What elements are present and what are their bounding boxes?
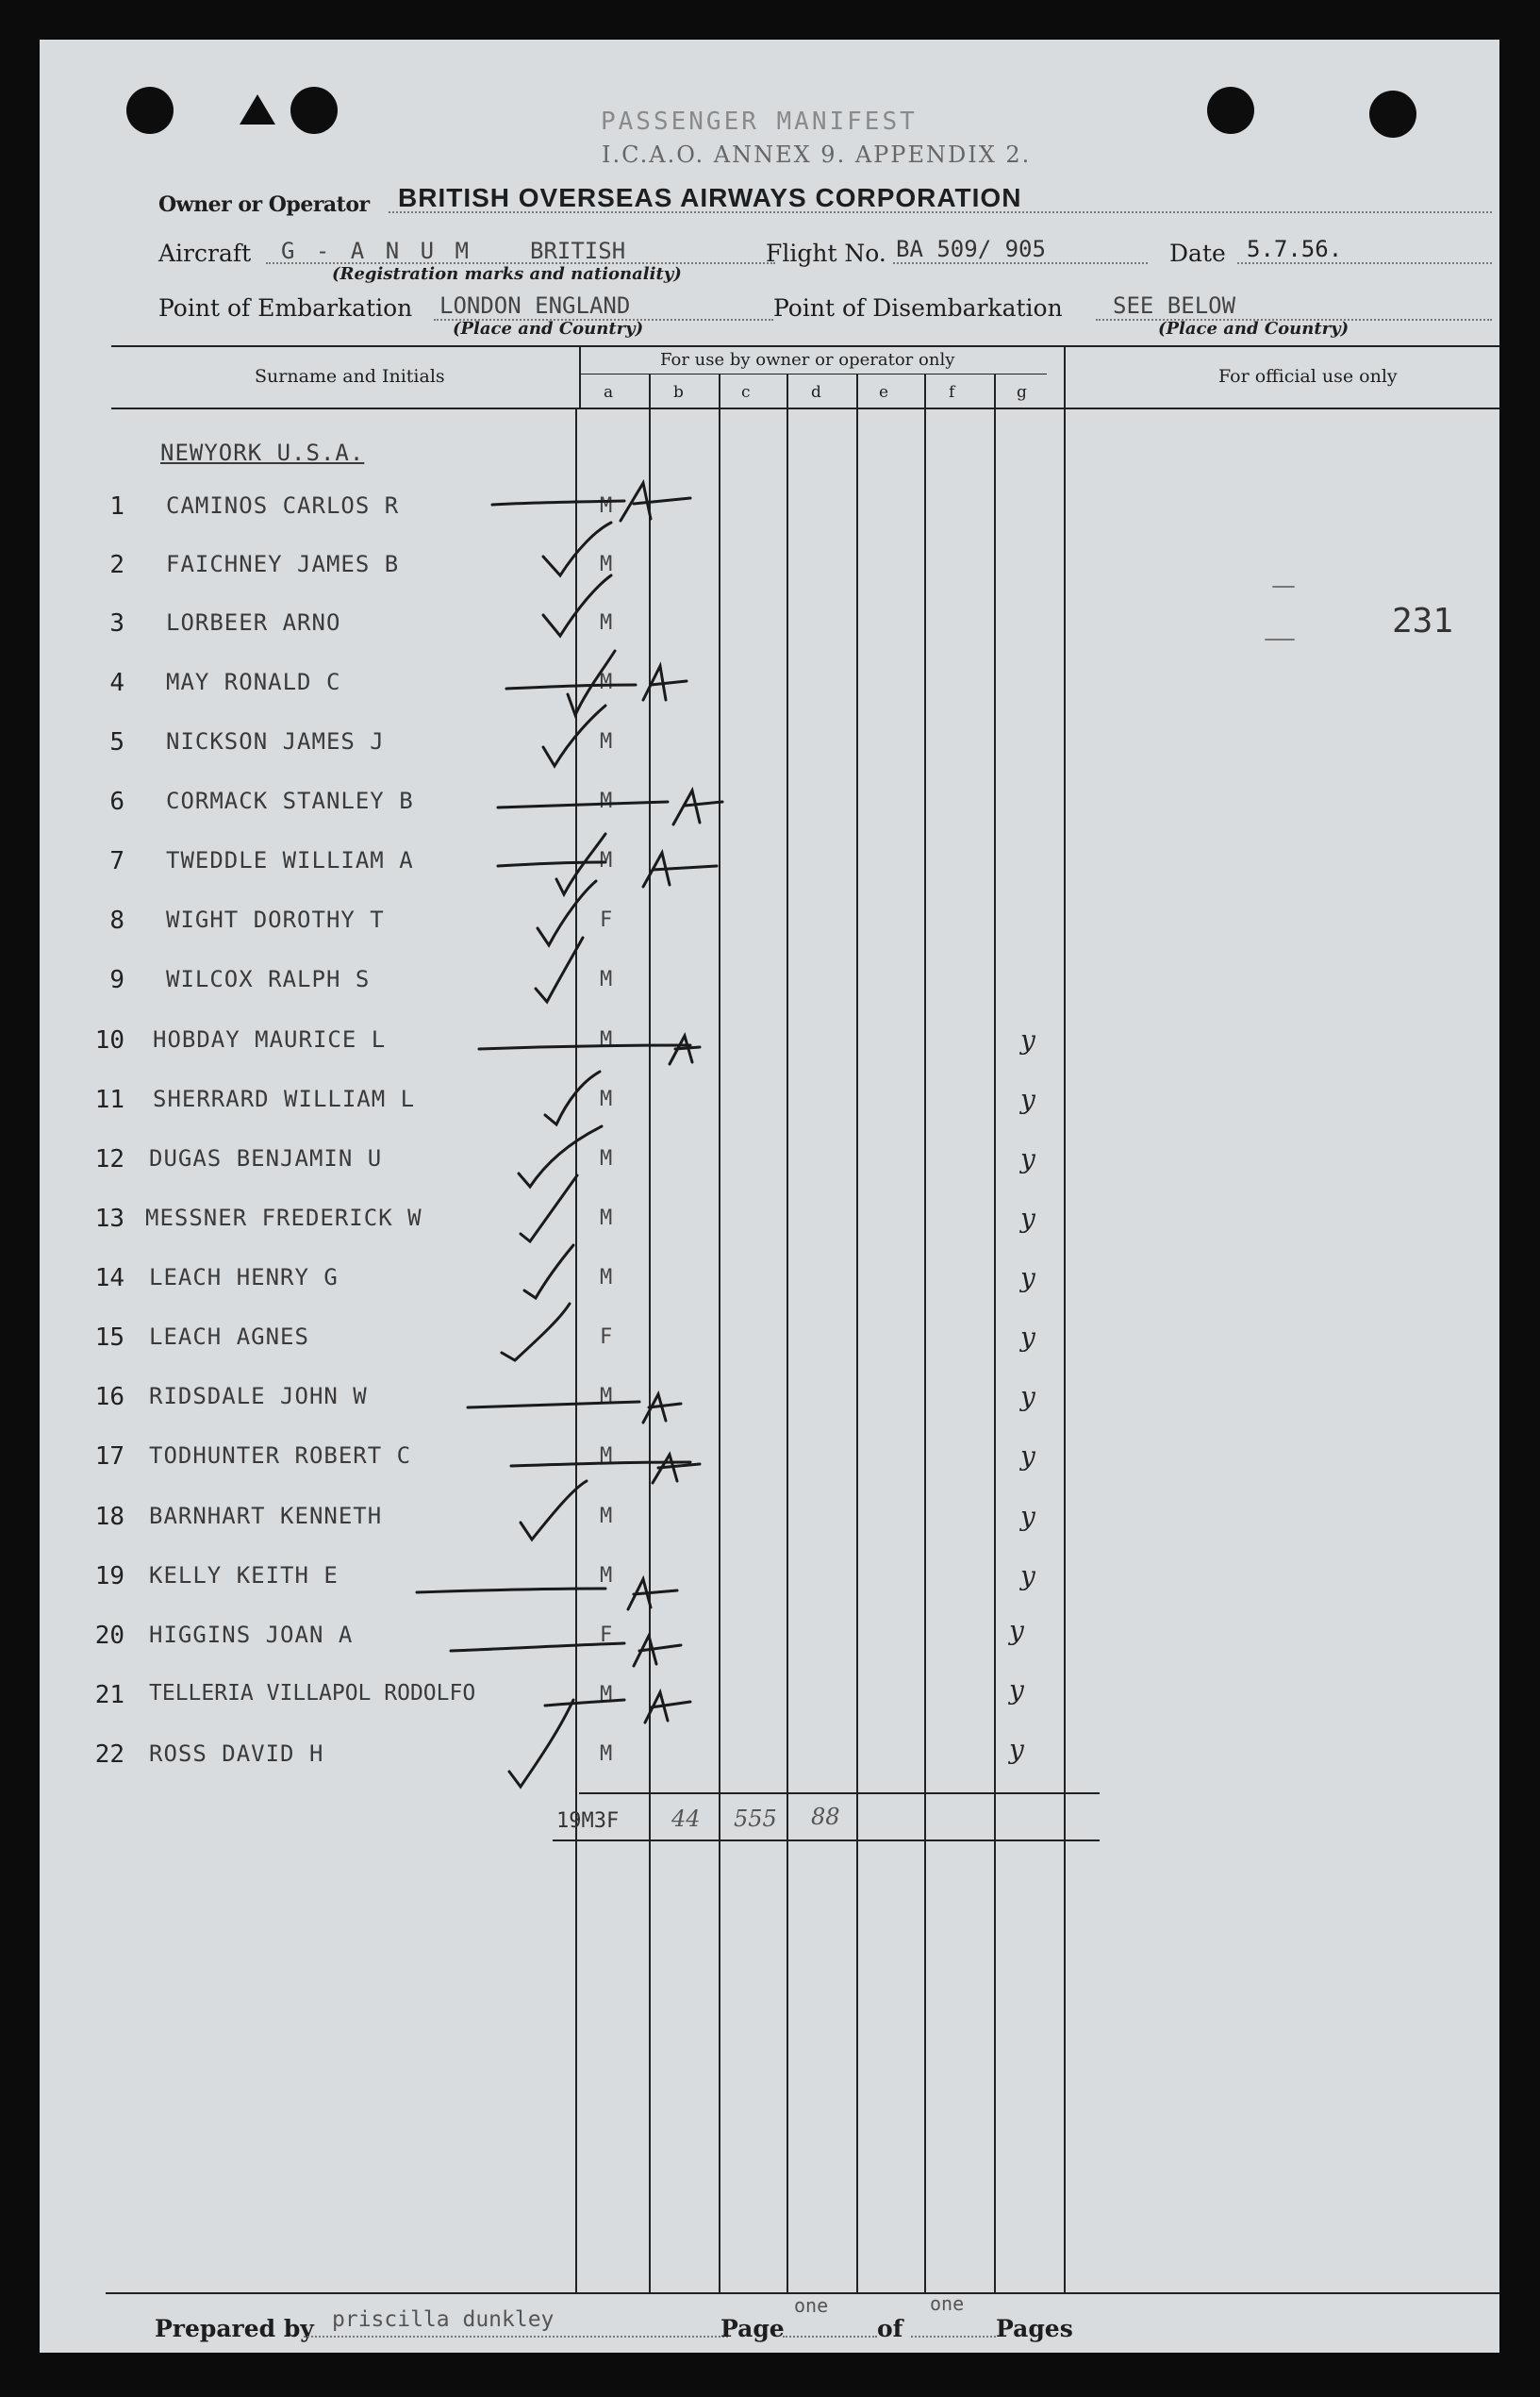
row-number: 19 — [94, 1562, 124, 1590]
admitted-mark — [621, 483, 690, 521]
check-mark — [536, 938, 583, 1002]
gov-cell: y — [1020, 1381, 1035, 1412]
operator-column-header: For use by owner or operator only — [660, 350, 955, 370]
strike-mark — [498, 862, 605, 866]
passenger-name: LORBEER ARNO — [166, 609, 341, 636]
aircraft-label: Aircraft — [158, 240, 252, 267]
total-c: 555 — [734, 1806, 777, 1832]
sex-cell: M — [600, 494, 613, 518]
passenger-name: LEACH AGNES — [149, 1323, 309, 1350]
sex-cell: M — [600, 1088, 613, 1111]
admitted-mark — [670, 1036, 700, 1064]
column-letter-e: e — [879, 383, 889, 402]
row-number: 21 — [94, 1681, 124, 1709]
row-number: 5 — [109, 728, 124, 757]
passenger-name: KELLY KEITH E — [149, 1562, 339, 1589]
passenger-name: HIGGINS JOAN A — [149, 1622, 354, 1648]
strike-mark — [498, 802, 668, 807]
of-label: of — [877, 2315, 903, 2342]
gov-cell: y — [1009, 1615, 1024, 1646]
row-number: 20 — [94, 1622, 124, 1650]
passenger-name: TELLERIA VILLAPOL RODOLFO — [149, 1681, 476, 1706]
row-number: 22 — [94, 1740, 124, 1769]
sex-cell: M — [600, 1385, 613, 1408]
column-letter-c: c — [741, 383, 751, 402]
sex-cell: M — [600, 1207, 613, 1230]
row-number: 10 — [94, 1026, 124, 1055]
surname-column-header: Surname and Initials — [255, 366, 445, 387]
column-letter-b: b — [673, 383, 684, 402]
gov-cell: y — [1020, 1501, 1035, 1532]
disembarkation-caption: (Place and Country) — [1158, 319, 1350, 339]
manifest-title: PASSENGER MANIFEST — [601, 108, 918, 136]
passenger-name: DUGAS BENJAMIN U — [149, 1145, 383, 1172]
gov-cell: y — [1009, 1674, 1024, 1706]
strike-mark — [545, 1700, 624, 1706]
embarkation-caption: (Place and Country) — [453, 319, 644, 339]
row-number: 9 — [109, 966, 124, 994]
gov-cell: y — [1020, 1024, 1035, 1056]
row-number: 1 — [109, 492, 124, 521]
row-number: 16 — [94, 1383, 124, 1411]
column-letter-a: a — [604, 383, 614, 402]
owner-value: BRITISH OVERSEAS AIRWAYS CORPORATION — [398, 183, 1022, 212]
passenger-name: CORMACK STANLEY B — [166, 788, 414, 814]
passenger-name: NICKSON JAMES J — [166, 728, 385, 755]
total-d: 88 — [811, 1804, 840, 1830]
column-letter-d: d — [811, 383, 821, 402]
sex-cell: M — [600, 1505, 613, 1528]
row-number: 3 — [109, 609, 124, 638]
sex-cell: M — [600, 1028, 613, 1052]
strike-mark — [451, 1643, 624, 1651]
row-number: 12 — [94, 1145, 124, 1174]
passenger-name: MAY RONALD C — [166, 669, 341, 695]
embarkation-value: LONDON ENGLAND — [439, 292, 631, 319]
row-number: 8 — [109, 907, 124, 935]
sex-cell: M — [600, 671, 613, 694]
row-number: 18 — [94, 1503, 124, 1531]
passenger-name: SHERRARD WILLIAM L — [153, 1086, 416, 1112]
owner-label: Owner or Operator — [158, 192, 370, 217]
admitted-mark — [643, 1394, 681, 1423]
pages-label: Pages — [996, 2315, 1073, 2342]
total-b: 44 — [671, 1806, 701, 1832]
passenger-name: MESSNER FREDERICK W — [145, 1205, 422, 1231]
sex-cell: M — [600, 790, 613, 813]
passenger-name: BARNHART KENNETH — [149, 1503, 383, 1529]
admitted-mark — [634, 1636, 681, 1666]
gov-cell: y — [1020, 1262, 1035, 1293]
admitted-mark — [643, 666, 687, 700]
passenger-name: WILCOX RALPH S — [166, 966, 371, 992]
aircraft-nationality: BRITISH — [530, 238, 626, 264]
sex-cell: F — [600, 1623, 613, 1647]
check-mark — [524, 1245, 573, 1298]
disembarkation-label: Point of Disembarkation — [773, 294, 1063, 322]
strike-mark — [506, 685, 636, 689]
passenger-name: RIDSDALE JOHN W — [149, 1383, 368, 1409]
sex-cell: M — [600, 611, 613, 635]
sex-cell: M — [600, 1266, 613, 1290]
faint-mark — [1266, 587, 1294, 640]
prepared-by-value: priscilla dunkley — [332, 2307, 555, 2332]
handwritten-marks — [40, 40, 1499, 2353]
row-number: 4 — [109, 669, 124, 697]
check-mark — [521, 1481, 587, 1540]
passenger-name: ROSS DAVID H — [149, 1740, 324, 1767]
sex-cell: M — [600, 968, 613, 991]
strike-mark — [479, 1045, 690, 1049]
check-mark — [509, 1700, 573, 1787]
admitted-mark — [645, 1692, 690, 1723]
check-mark — [545, 1072, 600, 1124]
aircraft-caption: (Registration marks and nationality) — [332, 264, 682, 284]
admitted-mark — [643, 853, 717, 887]
gov-cell: y — [1020, 1322, 1035, 1353]
admitted-mark — [673, 791, 722, 824]
passenger-name: CAMINOS CARLOS R — [166, 492, 400, 519]
page-value: one — [794, 2294, 829, 2317]
gov-cell: y — [1009, 1734, 1024, 1765]
row-number: 15 — [94, 1323, 124, 1352]
sex-cell: F — [600, 1325, 613, 1349]
strike-mark — [417, 1589, 605, 1592]
date-label: Date — [1169, 240, 1226, 267]
date-value: 5.7.56. — [1247, 236, 1343, 262]
column-letter-f: f — [949, 383, 955, 402]
row-number: 14 — [94, 1264, 124, 1292]
flight-number: BA 509/ 905 — [896, 236, 1046, 262]
sex-cell: M — [600, 730, 613, 754]
admitted-mark — [653, 1455, 700, 1483]
gov-cell: y — [1020, 1203, 1035, 1234]
sex-cell: F — [600, 908, 613, 932]
official-number: 231 — [1392, 602, 1454, 641]
sex-cell: M — [600, 1147, 613, 1171]
passenger-name: HOBDAY MAURICE L — [153, 1026, 387, 1053]
check-mark — [519, 1126, 602, 1187]
passenger-name: LEACH HENRY G — [149, 1264, 339, 1290]
official-column-header: For official use only — [1218, 366, 1398, 387]
page-label: Page — [720, 2315, 785, 2342]
strike-mark — [492, 501, 624, 505]
destination-heading: NEWYORK U.S.A. — [160, 440, 365, 466]
aircraft-registration: G - A N U M — [281, 238, 472, 264]
gov-cell: y — [1020, 1143, 1035, 1174]
flight-label: Flight No. — [766, 240, 886, 267]
check-mark — [502, 1304, 570, 1360]
embarkation-label: Point of Embarkation — [158, 294, 413, 322]
check-mark — [543, 575, 611, 636]
sex-cell: M — [600, 849, 613, 873]
gov-cell: y — [1020, 1084, 1035, 1115]
sex-cell: M — [600, 1683, 613, 1706]
strike-mark — [468, 1402, 639, 1407]
passenger-name: TWEDDLE WILLIAM A — [166, 847, 414, 874]
row-number: 2 — [109, 551, 124, 579]
passenger-name: FAICHNEY JAMES B — [166, 551, 400, 577]
row-number: 6 — [109, 788, 124, 816]
row-number: 11 — [94, 1086, 124, 1114]
passenger-name: TODHUNTER ROBERT C — [149, 1442, 412, 1469]
disembarkation-value: SEE BELOW — [1113, 292, 1236, 319]
column-letter-g: g — [1017, 383, 1027, 402]
total-pages-value: one — [930, 2292, 965, 2315]
sex-cell: M — [600, 1742, 613, 1766]
passenger-name: WIGHT DOROTHY T — [166, 907, 385, 933]
check-mark — [543, 523, 611, 575]
row-number: 17 — [94, 1442, 124, 1471]
row-number: 13 — [94, 1205, 124, 1233]
sex-cell: M — [600, 1444, 613, 1468]
sex-cell: M — [600, 553, 613, 576]
prepared-label: Prepared by — [155, 2315, 314, 2342]
check-mark — [568, 651, 615, 715]
row-number: 7 — [109, 847, 124, 875]
admitted-mark — [628, 1579, 677, 1609]
sex-cell: M — [600, 1564, 613, 1588]
gov-cell: y — [1020, 1440, 1035, 1472]
gov-cell: y — [1020, 1560, 1035, 1591]
annex-reference: I.C.A.O. ANNEX 9. APPENDIX 2. — [602, 141, 1032, 168]
manifest-page — [40, 40, 1499, 2353]
total-a: 19M3F — [556, 1809, 620, 1833]
